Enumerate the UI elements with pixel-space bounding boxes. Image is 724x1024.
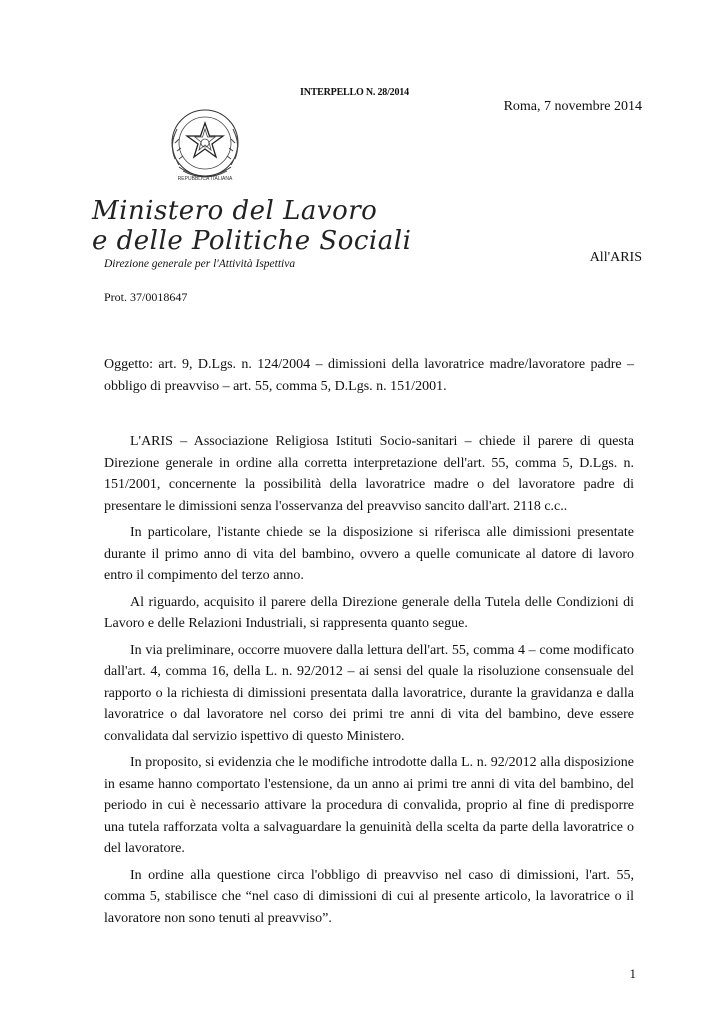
body-paragraph: In via preliminare, occorre muovere dalla lettura dell'art. 55, comma 4 – come modificato dall'art. 4, comma 16, della L. n. 92/2012 – ai sensi del quale la risoluzione consensuale del rapporto o la richiesta di dimissioni presentata dalla lavoratrice, durante la gravidanza e dalla lavoratrice o dal lavoratore nel corso dei primi tre anni di vita del bambino, deve essere convalidata dal servizio ispettivo di questo Ministero. bbox=[104, 642, 634, 744]
body-paragraph: L'ARIS – Associazione Religiosa Istituti Socio-sanitari – chiede il parere di questa Direzione generale in ordine alla corretta interpretazione dell'art. 55, comma 5, D.Lgs. n. 151/2001, concernente la possibilità della lavoratrice madre o del lavoratore padre di presentare le dimissioni senza l'osservanza del preavviso sancito dall'art. 2118 c.c.. bbox=[104, 434, 634, 514]
emblem-text: REPUBBLICA ITALIANA bbox=[177, 176, 233, 182]
page-number: 1 bbox=[629, 966, 636, 981]
document-date: Roma, 7 novembre 2014 bbox=[503, 99, 642, 114]
protocol-number: Prot. 37/0018647 bbox=[104, 290, 188, 304]
ministry-name-line2: e delle Politiche Sociali bbox=[92, 226, 412, 256]
body-paragraph: In ordine alla questione circa l'obbligo di preavviso nel caso di dimissioni, l'art. 55, comma 5, stabilisce che “nel caso di dimissioni di cui al presente articolo, la lavoratrice o il lavoratore non sono tenuti al preavviso”. bbox=[104, 867, 634, 926]
body-paragraph: In particolare, l'istante chiede se la disposizione si riferisca alle dimissioni presentate durante il primo anno di vita del bambino, ovvero a quelle comunicate al datore di lavoro entro il compimento del terzo anno. bbox=[104, 525, 634, 583]
directorate-name: Direzione generale per l'Attività Ispettiva bbox=[104, 258, 296, 270]
subject-text: Oggetto: art. 9, D.Lgs. n. 124/2004 – dimissioni della lavoratrice madre/lavoratore padre – obbligo di preavviso – art. 55, comma 5, D.Lgs. n. 151/2001. bbox=[104, 357, 634, 394]
subject-paragraph bbox=[104, 354, 634, 397]
ministry-name-line1: Ministero del Lavoro bbox=[92, 196, 378, 226]
body-paragraph: In proposito, si evidenzia che le modifiche introdotte dalla L. n. 92/2012 alla disposizione in esame hanno comportato l'estensione, da un anno ai primi tre anni di vita del bambino, del periodo in cui è necessario attivare la procedura di convalida, proprio al fine di predisporre una tutela rafforzata volta a salvaguardare la genuinità della scelta da parte della lavoratrice o del lavoratore. bbox=[104, 755, 634, 856]
letter-body bbox=[104, 431, 634, 929]
ministry-logo bbox=[92, 196, 411, 256]
body-paragraph: Al riguardo, acquisito il parere della Direzione generale della Tutela delle Condizioni di Lavoro e delle Relazioni Industriali, si rappresenta quanto segue. bbox=[104, 594, 634, 631]
recipient: All'ARIS bbox=[589, 250, 642, 265]
interpello-number: INTERPELLO N. 28/2014 bbox=[300, 87, 409, 98]
republic-emblem-icon bbox=[165, 105, 245, 185]
